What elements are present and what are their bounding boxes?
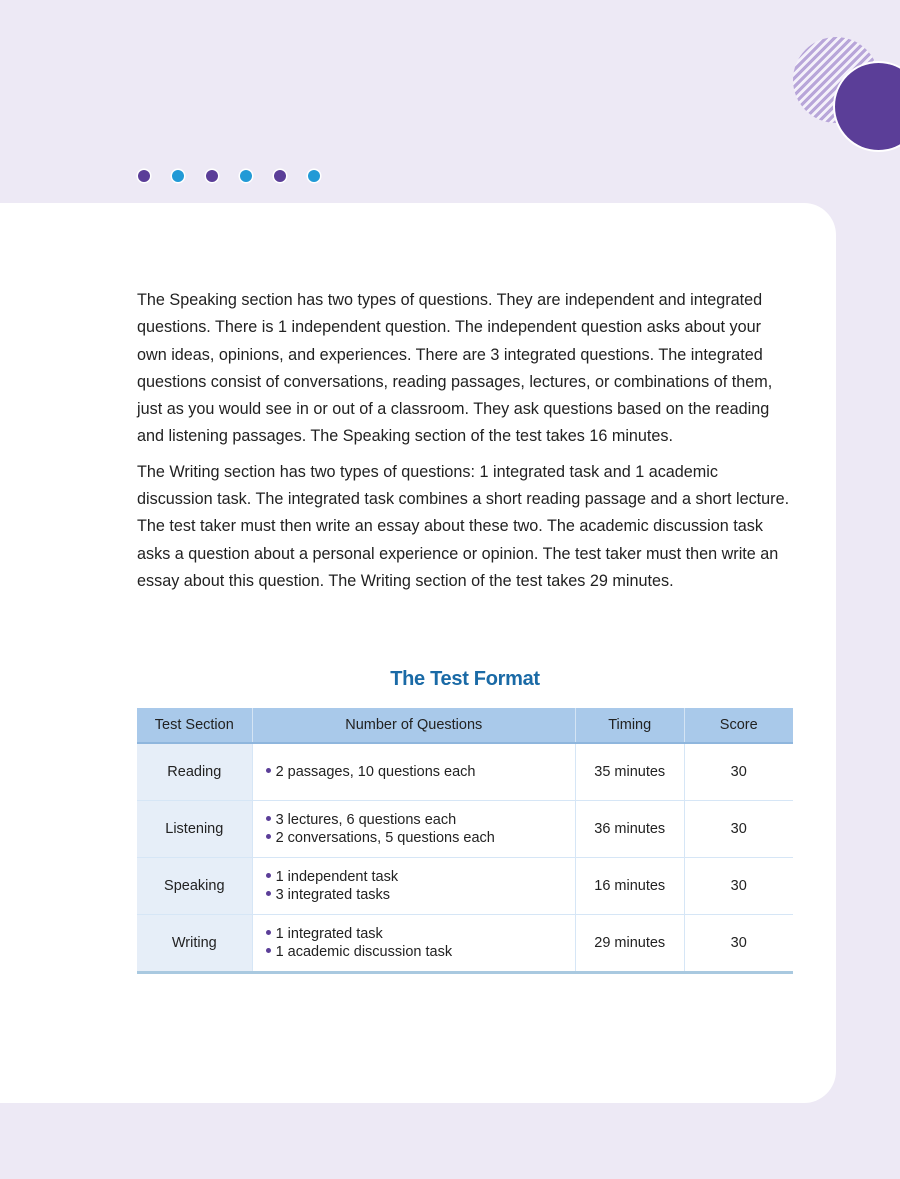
timing-cell: 36 minutes	[575, 801, 684, 858]
question-item: 3 lectures, 6 questions each	[266, 811, 575, 829]
question-item: 1 independent task	[266, 868, 575, 886]
table-row	[137, 743, 793, 801]
bullet-icon	[266, 816, 271, 821]
questions-cell	[252, 915, 575, 973]
table-row	[137, 915, 793, 973]
score-cell: 30	[684, 801, 793, 858]
question-item: 1 academic discussion task	[266, 943, 575, 961]
question-item: 1 integrated task	[266, 925, 575, 943]
header-timing: Timing	[575, 708, 684, 743]
bullet-icon	[266, 930, 271, 935]
bullet-icon	[266, 948, 271, 953]
test-format-table	[137, 708, 793, 974]
score-cell: 30	[684, 915, 793, 973]
dot-icon	[274, 170, 286, 182]
questions-cell	[252, 858, 575, 915]
dot-icon	[172, 170, 184, 182]
score-cell: 30	[684, 743, 793, 801]
table-header-row	[137, 708, 793, 743]
bullet-icon	[266, 768, 271, 773]
timing-cell: 29 minutes	[575, 915, 684, 973]
dot-icon	[206, 170, 218, 182]
section-cell: Reading	[137, 743, 252, 801]
section-cell: Writing	[137, 915, 252, 973]
header-test-section: Test Section	[137, 708, 252, 743]
section-cell: Listening	[137, 801, 252, 858]
table-title: The Test Format	[390, 668, 540, 690]
dot-icon	[308, 170, 320, 182]
question-item: 2 passages, 10 questions each	[266, 763, 575, 781]
timing-cell: 16 minutes	[575, 858, 684, 915]
question-item: 2 conversations, 5 questions each	[266, 829, 575, 847]
question-item: 3 integrated tasks	[266, 886, 575, 904]
header-number-of-questions: Number of Questions	[252, 708, 575, 743]
dot-row-decoration	[138, 170, 320, 182]
timing-cell: 35 minutes	[575, 743, 684, 801]
score-cell: 30	[684, 858, 793, 915]
dot-icon	[240, 170, 252, 182]
bullet-icon	[266, 834, 271, 839]
bullet-icon	[266, 873, 271, 878]
writing-paragraph: The Writing section has two types of questions: 1 integrated task and 1 academic discussion task. The integrated task combines a short reading passage and a short lecture. The test taker must then write an essay about these two. The academic discussion task asks a question about a personal experience or opinion. The test taker must then write an essay about this question. The Writing section of the test takes 29 minutes.	[137, 462, 790, 590]
body-text	[137, 287, 793, 603]
decorative-header	[0, 0, 900, 200]
speaking-paragraph: The Speaking section has two types of questions. They are independent and integrated questions. There is 1 independent question. The independent question asks about your own ideas, opinions, and experiences. There are 3 integrated questions. The integrated questions consist of conversations, reading passages, lectures, or combinations of them, just as you would see in or out of a classroom. They ask questions based on the reading and listening passages. The Speaking section of the test takes 16 minutes.	[137, 291, 773, 446]
table-row	[137, 858, 793, 915]
table-row	[137, 801, 793, 858]
header-score: Score	[684, 708, 793, 743]
questions-cell	[252, 801, 575, 858]
section-cell: Speaking	[137, 858, 252, 915]
bullet-icon	[266, 891, 271, 896]
questions-cell	[252, 743, 575, 801]
dot-icon	[138, 170, 150, 182]
